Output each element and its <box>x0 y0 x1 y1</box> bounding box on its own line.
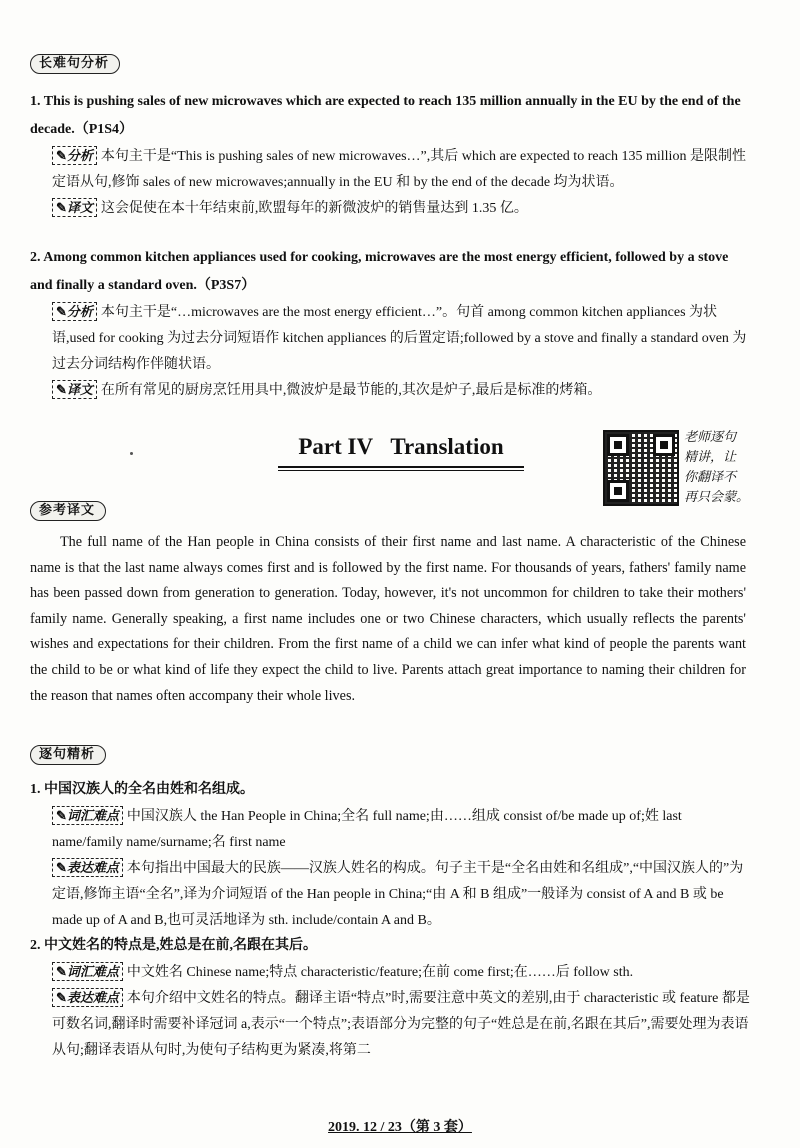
analysis-tag: ✎分析 <box>52 302 97 321</box>
expression-tag: ✎表达难点 <box>52 858 123 877</box>
translation-line: ✎译文 在所有常见的厨房烹饪用具中,微波炉是最节能的,其次是炉子,最后是标准的烤箱。 <box>30 378 750 404</box>
pen-icon: ✎ <box>56 964 67 979</box>
analysis-line: ✎分析 本句主干是“This is pushing sales of new microwaves…”,其后 which are expected to reach 135 million 是限制性定语从句,修饰 sales of new microwaves;annually in the EU 和 by the end of the decade 均为状语。 <box>52 148 746 190</box>
title-underline <box>278 466 524 468</box>
sentence-text: 2. Among common kitchen appliances used for cooking, microwaves are the most energy efficient, followed by a stove and finally a standard oven.（P3S7） <box>30 250 729 293</box>
translation-line: ✎译文 这会促使在本十年结束前,欧盟每年的新微波炉的销售量达到 1.35 亿。 <box>30 196 750 222</box>
expression-line: ✎表达难点 本句介绍中文姓名的特点。翻译主语“特点”时,需要注意中英文的差别,由于 characteristic 或 feature 都是可数名词,翻译时需要补译冠词 a,表示“一个特点”;表语部分为完整的句子“姓总是在前,名跟在其后”,需要处理为表语从句;翻译表语从句时,为使句子结构更为紧凑,将第二 <box>52 990 750 1058</box>
expression-line: ✎表达难点 本句指出中国最大的民族——汉族人姓名的构成。句子主干是“全名由姓和名组成”,“中国汉族人的”为定语,修饰主语“全名”,译为介词短语 of the Han people in China;“由 A 和 B 组成”一般译为 consist of A and B 或 be made up of A and B,也可灵活地译为 sth. include/contain A and B。 <box>52 860 744 928</box>
page-footer: 2019. 12 / 23（第 3 套） <box>328 1120 472 1135</box>
qr-caption-line: 你翻译不 <box>684 470 737 485</box>
analysis-item-1 <box>30 776 750 934</box>
expression-tag: ✎表达难点 <box>52 988 123 1007</box>
pen-icon: ✎ <box>56 200 67 215</box>
section-label-reference: 参考译文 <box>30 501 106 521</box>
qr-caption-line: 精讲，让 <box>684 450 737 465</box>
reference-paragraph: The full name of the Han people in China consists of their first name and last name. A characteristic of the Chinese name is that the last name always comes first and is followed by the first name. For thousands of years, fathers' family name has been passed down from generation to generation. Today, however, it's not uncommon for children to take their mothers' family name. Generally speaking, a first name includes one or two Chinese characters, which usually reflects the parents' wishes and expectations for their children. From the first name of a child we can infer what kind of people the parents want the child to be or what kind of life they expect the child to live. Parents attach great importance to naming their children for the reason that names often accompany their whole lives. <box>30 534 746 704</box>
qr-caption-line: 老师逐句 <box>684 430 737 445</box>
translation-tag: ✎译文 <box>52 380 97 399</box>
analysis-item-2 <box>30 932 750 1064</box>
vocab-tag: ✎词汇难点 <box>52 962 123 981</box>
part-title <box>278 434 524 460</box>
qr-corner <box>653 434 675 456</box>
sentence-text: 1. 中国汉族人的全名由姓和名组成。 <box>30 782 254 797</box>
sentence-text: 2. 中文姓名的特点是,姓总是在前,名跟在其后。 <box>30 938 317 953</box>
vocab-line: ✎词汇难点 中文姓名 Chinese name;特点 characteristic/feature;在前 come first;在……后 follow sth. <box>30 960 750 986</box>
part-number: Part IV <box>298 434 374 459</box>
section-label-long-sentence: 长难句分析 <box>30 54 120 74</box>
qr-corner <box>607 480 629 502</box>
long-sentence-item-2 <box>30 244 750 404</box>
qr-corner <box>607 434 629 456</box>
vocab-tag: ✎词汇难点 <box>52 806 123 825</box>
sentence-text: 1. This is pushing sales of new microwaves which are expected to reach 135 million annually in the EU by the end of the decade.（P1S4） <box>30 94 741 137</box>
pen-icon: ✎ <box>56 148 67 163</box>
pen-icon: ✎ <box>56 808 67 823</box>
qr-code-icon[interactable] <box>603 430 679 506</box>
title-underline-thin <box>278 470 524 471</box>
pen-icon: ✎ <box>56 304 67 319</box>
analysis-line: ✎分析 本句主干是“…microwaves are the most energy efficient…”。句首 among common kitchen appliances 为状语,used for cooking 为过去分词短语作 kitchen appliances 的后置定语;followed by a stove and finally a standard oven 为过去分词结构作伴随状语。 <box>52 304 747 372</box>
pen-icon: ✎ <box>56 382 67 397</box>
section-label-analysis: 逐句精析 <box>30 745 106 765</box>
pen-icon: ✎ <box>56 860 67 875</box>
pen-icon: ✎ <box>56 990 67 1005</box>
qr-caption <box>684 428 784 508</box>
part-name: Translation <box>390 434 504 459</box>
qr-caption-line: 再只会蒙。 <box>684 490 750 505</box>
long-sentence-item-1 <box>30 88 750 222</box>
translation-tag: ✎译文 <box>52 198 97 217</box>
vocab-line: ✎词汇难点 中国汉族人 the Han People in China;全名 full name;由……组成 consist of/be made up of;姓 last name/family name/surname;名 first name <box>52 808 682 850</box>
speck <box>130 452 133 455</box>
analysis-tag: ✎分析 <box>52 146 97 165</box>
